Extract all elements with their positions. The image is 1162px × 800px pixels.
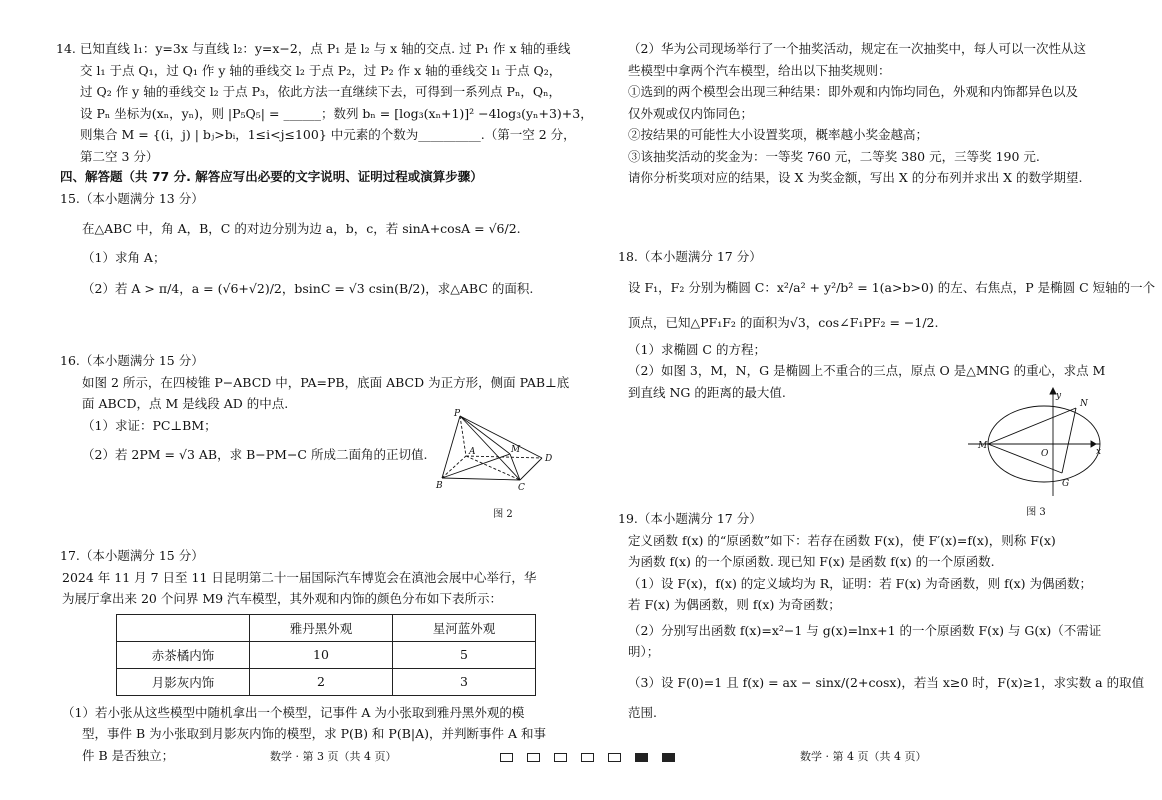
right-footer: 数学 · 第 4 页（共 4 页） [800,750,927,763]
table-cell: 2 [250,668,393,695]
section-heading: 四、解答题（共 77 分. 解答应写出必要的文字说明、证明过程或演算步骤） [60,169,483,184]
q17-part2-line: ②按结果的可能性大小设置奖项，概率越小奖金越高； [628,127,929,142]
q19-line: （2）分别写出函数 f(x)=x²−1 与 g(x)=lnx+1 的一个原函数 F(x) 与 G(x)（不需证 [628,622,1102,638]
table-cell [117,614,250,641]
q17-header: 17.（本小题满分 15 分） [60,548,204,563]
page-square [662,753,675,762]
table-cell: 星河蓝外观 [393,614,536,641]
q14-line: 14. 已知直线 l₁：y=3x 与直线 l₂：y=x−2，点 P₁ 是 l₂ 与 x 轴的交点. 过 P₁ 作 x 轴的垂线 [56,41,571,56]
table-cell: 月影灰内饰 [117,668,250,695]
q17-part2-line: ①选到的两个模型会出现三种结果：即外观和内饰均同色，外观和内饰都异色以及 [628,84,1079,99]
q15-header: 15.（本小题满分 13 分） [60,191,204,206]
q16-part1: （1）求证：PC⊥BM； [82,417,217,433]
q17-part2-line: ③该抽奖活动的奖金为：一等奖 760 元，二等奖 380 元，三等奖 190 元. [628,148,1040,164]
question-15 [60,188,560,299]
label-b: B [436,481,443,491]
q17-part1: （1）若小张从这些模型中随机拿出一个模型，记事件 A 为小张取到雅丹黑外观的模 [62,704,525,720]
q14-line: 交 l₁ 于点 Q₁，过 Q₁ 作 y 轴的垂线交 l₂ 于点 P₂，过 P₂ 作 x 轴的垂线交 l₁ 于点 Q₂， [80,62,562,78]
table-cell: 雅丹黑外观 [250,614,393,641]
q16-part2: （2）若 2PM = √3 AB，求 B−PM−C 所成二面角的正切值. [82,447,428,462]
q19-header: 19.（本小题满分 17 分） [618,511,762,526]
question-17 [60,545,560,766]
q18-part2: 到直线 NG 的距离的最大值. [628,384,786,400]
page-square [527,753,540,762]
table-row [117,641,536,668]
q17-part2-line: 仅外观或仅内饰同色； [628,105,754,121]
q17-part1: 件 B 是否独立； [82,747,175,763]
q17-line: 2024 年 11 月 7 日至 11 日昆明第二十一届国际汽车博览会在滇池会展中心举行，华 [62,569,537,585]
q17-part2 [628,38,1104,189]
page-indicator [500,750,689,763]
table-header-row [117,614,536,641]
pyramid-diagram [438,410,568,500]
label-g: G [1062,479,1070,489]
page-square [608,753,621,762]
figure-3-caption: 图 3 [1026,507,1046,518]
q17-line: 为展厅拿出来 20 个问界 M9 汽车模型，其外观和内饰的颜色分布如下表所示： [62,591,503,606]
label-o: O [1041,449,1049,459]
q19-line: 定义函数 f(x) 的“原函数”如下：若存在函数 F(x)，使 F′(x)=f(x)，则称 F(x) [628,532,1056,548]
q16-line: 面 ABCD，点 M 是线段 AD 的中点. [82,396,289,411]
q19-line: （3）设 F(0)=1 且 f(x) = ax − sinx/(2+cosx)，若当 x≥0 时，F(x)≥1，求实数 a 的取值 [628,674,1145,690]
q18-line: 设 F₁，F₂ 分别为椭圆 C：x²/a² + y²/b² = 1(a>b>0) 的左、右焦点，P 是椭圆 C 短轴的一个 [628,279,1156,295]
page-square [581,753,594,762]
q17-part2-line: 请你分析奖项对应的结果，设 X 为奖金额，写出 X 的分布列并求出 X 的数学期望. [628,170,1083,185]
label-a: A [469,447,476,457]
q18-part2: （2）如图 3，M，N，G 是椭圆上不重合的三点，原点 O 是△MNG 的重心，求点 M [628,363,1106,378]
figure-3 [968,388,1104,518]
table-cell: 5 [393,641,536,668]
label-m: M [978,441,988,451]
q19-line: 为函数 f(x) 的一个原函数. 现已知 F(x) 是函数 f(x) 的一个原函数. [628,554,995,569]
q19-line: 明）； [628,644,660,659]
q18-header: 18.（本小题满分 17 分） [618,249,762,264]
q17-part1: 型，事件 B 为小张取到月影灰内饰的模型，求 P(B) 和 P(B|A)，并判断事件 A 和事 [82,726,546,741]
label-c: C [518,483,525,493]
page-square [500,753,513,762]
q17-part2-line: （2）华为公司现场举行了一个抽奖活动，规定在一次抽奖中，每人可以一次性从这 [628,41,1086,56]
label-x: x [1096,447,1102,457]
q18-line: 顶点，已知△PF₁F₂ 的面积为√3，cos∠F₁PF₂ = −1/2. [628,315,939,330]
q15-stem: 在△ABC 中，角 A，B，C 的对边分别为边 a，b，c，若 sinA+cosA = √6/2. [82,220,521,236]
left-footer: 数学 · 第 3 页（共 4 页） [270,750,397,763]
page-square [554,753,567,762]
label-m: M [511,445,521,455]
label-d: D [545,454,553,464]
figure-2-caption: 图 2 [493,509,513,520]
q15-part1: （1）求角 A； [82,250,166,265]
table-cell: 赤茶橘内饰 [117,641,250,668]
question-19 [618,508,1145,724]
table-cell: 3 [393,668,536,695]
q19-line: 若 F(x) 为偶函数，则 f(x) 为奇函数； [628,597,841,612]
ellipse-diagram [968,388,1104,498]
q19-line: 范围. [628,705,657,720]
q14-line: 则集合 M = {(i，j) | bⱼ>bᵢ，1≤i<j≤100} 中元素的个数为__________.（第一空 2 分， [80,127,576,142]
color-distribution-table [116,614,536,696]
label-n: N [1080,399,1088,409]
label-p: P [454,409,461,419]
q16-header: 16.（本小题满分 15 分） [60,353,204,368]
question-18 [618,246,1156,403]
table-row [117,668,536,695]
q18-part1: （1）求椭圆 C 的方程； [628,341,766,357]
q14-line: 第二空 3 分） [80,148,159,164]
q16-line: 如图 2 所示，在四棱锥 P−ABCD 中，PA=PB，底面 ABCD 为正方形，侧面 PAB⊥底 [82,374,570,390]
page-square [635,753,648,762]
table-cell: 10 [250,641,393,668]
q19-line: （1）设 F(x)，f(x) 的定义域均为 R，证明：若 F(x) 为奇函数，则 f(x) 为偶函数； [628,575,1092,591]
q17-part2-line: 些模型中拿两个汽车模型，给出以下抽奖规则： [628,62,891,78]
label-y: y [1056,391,1062,401]
q14-line: 设 Pₙ 坐标为(xₙ，yₙ)，则 |P₅Q₅| = ______；数列 bₙ = [log₃(xₙ+1)]² −4log₃(yₙ+3)+3， [80,105,593,121]
q14-line: 过 Q₂ 作 y 轴的垂线交 l₂ 于点 P₃，依此方法一直继续下去，可得到一系列点 Pₙ，Qₙ， [80,84,562,99]
q15-part2: （2）若 A > π/4，a = (√6+√2)/2，bsinC = √3 csin(B/2)，求△ABC 的面积. [82,280,534,296]
question-14 [56,38,593,167]
figure-2 [436,409,568,520]
